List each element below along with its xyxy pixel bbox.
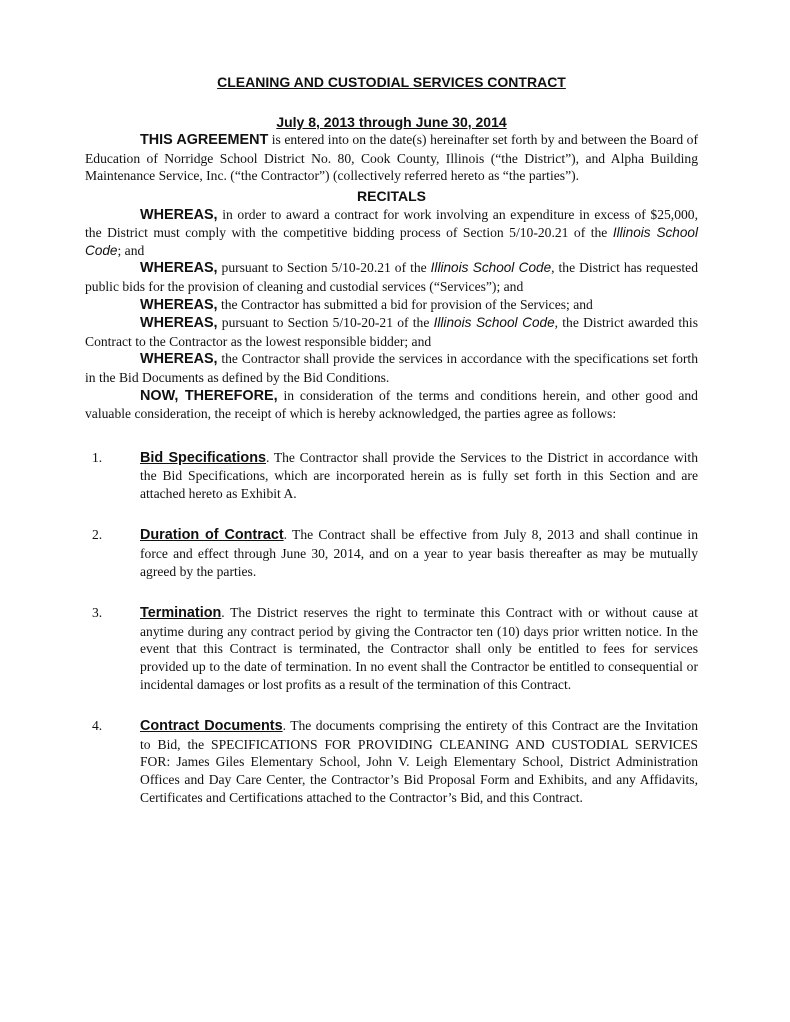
recitals-heading: RECITALS <box>357 187 426 204</box>
whereas-paragraph-4 <box>85 314 698 350</box>
item-text: . The Contractor shall provide the Services to the District in accordance with the Bid Specifications, which are incorporated herein as is fully set forth in this Section and are attached hereto as Exhibit A. <box>140 449 699 501</box>
whereas-text: the Contractor has submitted a bid for provision of the Services; and <box>217 296 593 312</box>
item-number: 3. <box>92 605 103 621</box>
item-heading: Duration of Contract <box>140 527 284 544</box>
contract-item-1 <box>85 449 698 503</box>
whereas-text: pursuant to Section 5/10-20-21 of the <box>217 315 434 331</box>
whereas-text: pursuant to Section 5/10-20.21 of the <box>217 260 431 276</box>
whereas-lead: WHEREAS, <box>140 260 218 277</box>
whereas-text-end: , the District has requested public bids for the provision of cleaning and custodial services (“Services”); and <box>85 260 698 294</box>
agreement-text: is entered into on the date(s) hereinafter set forth by and between the Board of Education of Norridge School District No. 80, Cook County, Illinois (“the District”), and Alpha Building Maintenance Service, Inc. (“the Contractor”) (collectively referred hereto as “the parties”). <box>85 132 698 184</box>
document-title: CLEANING AND CUSTODIAL SERVICES CONTRACT <box>217 74 566 90</box>
contract-item-3 <box>85 604 698 693</box>
whereas-text-end: ; and <box>117 242 145 258</box>
item-heading: Contract Documents <box>140 718 283 735</box>
now-therefore-text: in consideration of the terms and conditions herein, and other good and valuable consideration, the receipt of which is hereby acknowledged, the parties agree as follows: <box>85 387 698 422</box>
item-number: 1. <box>92 449 103 465</box>
whereas-paragraph-2 <box>85 259 698 295</box>
school-code-italic: Illinois School Code <box>85 225 699 258</box>
whereas-lead: WHEREAS, <box>140 351 218 368</box>
whereas-text: in order to award a contract for work involving an expenditure in excess of $25,000, the District must comply with the competitive bidding process of Section 5/10-20.21 of the <box>85 206 698 241</box>
contract-item-4 <box>85 717 698 806</box>
school-code-italic: Illinois School Code <box>430 260 552 276</box>
item-text: . The District reserves the right to terminate this Contract with or without cause at anytime during any contract period by giving the Contractor ten (10) days prior written notice. In the event that this Contract is terminated, the Contractor shall only be entitled to fees for services provided up to the date of termination. In no event shall the Contractor be entitled to consequential or incidental damages or lost profits as a result of the termination of this Contract. <box>140 605 698 692</box>
whereas-text: the Contractor shall provide the services in accordance with the specifications set forth in the Bid Documents as defined by the Bid Conditions. <box>85 351 698 385</box>
whereas-lead: WHEREAS, <box>140 315 218 332</box>
item-text: . The documents comprising the entirety of this Contract are the Invitation to Bid, the SPECIFICATIONS FOR PROVIDING CLEANING AND CUSTODIAL SERVICES FOR: James Giles Elementary School, John V. Leigh Elementary School, District Administration Offices and Day Care Center, the Contractor’s Bid Proposal Form and Exhibits, and any Affidavits, Certificates and Certifications attached to the Contractor’s Bid, and this Contract. <box>140 718 698 805</box>
school-code-italic: Illinois School Code <box>433 315 555 331</box>
agreement-lead: THIS AGREEMENT <box>140 132 269 149</box>
contract-item-2 <box>85 526 698 580</box>
item-heading: Bid Specifications <box>140 449 267 466</box>
whereas-lead: WHEREAS, <box>140 206 218 223</box>
now-therefore-lead: NOW, THEREFORE, <box>140 387 278 404</box>
whereas-paragraph-3 <box>85 296 698 315</box>
now-therefore-paragraph <box>85 387 698 423</box>
item-number: 4. <box>92 718 103 734</box>
contract-term: July 8, 2013 through June 30, 2014 <box>276 113 507 130</box>
item-heading: Termination <box>140 605 222 622</box>
item-number: 2. <box>92 527 103 543</box>
whereas-paragraph-5 <box>85 350 698 386</box>
whereas-text-end: , the District awarded this Contract to the Contractor as the lowest responsible bidder; and <box>85 315 698 349</box>
whereas-lead: WHEREAS, <box>140 296 218 313</box>
item-text: . The Contract shall be effective from July 8, 2013 and shall continue in force and effect through June 30, 2014, and on a year to year basis thereafter as may be mutually agreed by the parties. <box>140 527 698 579</box>
agreement-paragraph <box>85 131 698 185</box>
whereas-paragraph-1 <box>85 206 698 260</box>
